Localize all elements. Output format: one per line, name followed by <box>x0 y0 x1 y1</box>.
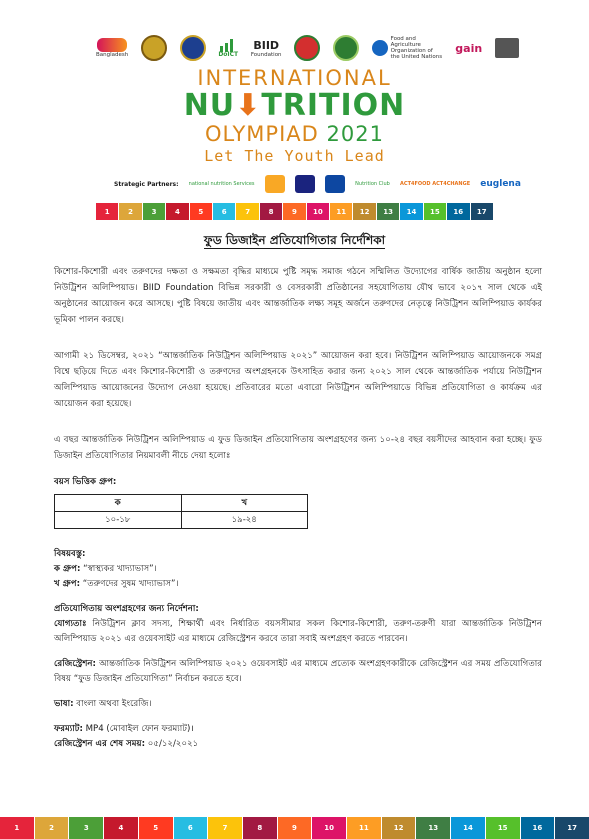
eligibility-text: নিউট্রিশন ক্লাব সদস্য, শিক্ষার্থী এবং নির্ধারিত বয়সসীমার সকল কিশোর-কিশোরী, তরুণ-তরুণী যারা আন্তর্জাতিক নিউট্রিশন অলিম্পিয়াড ২০২১ এর ওয়েবসাইট এর মাধ্যমে রেজিস্ট্রেশন করবে তারা সবাই অংশগ্রহণ করতে পারবেন। <box>54 619 542 644</box>
sdg-tile-4: 4 <box>104 817 138 839</box>
partner-act4food: ACT4FOOD ACT4CHANGE <box>400 181 471 187</box>
sdg-tile-7: 7 <box>236 203 258 220</box>
sdg-tile-15: 15 <box>486 817 520 839</box>
sdg-tile-3: 3 <box>143 203 165 220</box>
deadline-text: ০৫/১২/২০২১ <box>145 739 199 749</box>
sdg-tile-13: 13 <box>377 203 399 220</box>
deadline <box>54 737 542 752</box>
intro-paragraph: কিশোর-কিশোরী এবং তরুণদের দক্ষতা ও সক্ষমতা বৃদ্ধির মাধ্যমে পুষ্টি সমৃদ্ধ সমাজ গঠনে সম্মিলিত উদ্যোগের বার্ষিক জাতীয় অনুষ্ঠান হলো নিউট্রিশন অলিম্পিয়াড। BIID Foundation বিভিন্ন সরকারী ও বেসরকারী প্রতিষ্ঠানের সহযোগিতায় যৌথ ভাবে ২০১৭ সাল থেকে এই অনুষ্ঠানের আয়োজন করে আসছে। পুষ্টি বিষয়ে জাতীয় এবং আন্তর্জাতিক লক্ষ্য সমূহ অর্জনে তরুণদের নেতৃত্বে নিউট্রিশন অলিম্পিয়াড কার্যকর ভূমিকা পালন করছে। <box>54 267 542 325</box>
govt-emblem-2 <box>180 35 206 61</box>
doict-logo-mark <box>219 38 237 52</box>
bangladesh-logo <box>96 38 128 58</box>
eligibility <box>54 617 542 647</box>
sdg-tile-3: 3 <box>69 817 103 839</box>
biid-logo-sub: Foundation <box>250 51 282 58</box>
sdg-tile-17: 17 <box>555 817 589 839</box>
registration <box>54 657 542 687</box>
fao-logo-text: Food and Agriculture Organization of the United Nations <box>390 36 443 60</box>
format-text: MP4 (মোবাইল ফোন ফরম্যাট)। <box>82 724 194 734</box>
partner-logo-row <box>96 28 519 68</box>
sdg-tile-2: 2 <box>119 203 141 220</box>
topic-kh-label: খ গ্রুপ: <box>54 579 81 589</box>
govt-emblem-3 <box>333 35 359 61</box>
tagline: Let The Youth Lead <box>204 147 385 165</box>
doict-logo <box>218 38 238 58</box>
topic-kh <box>54 577 542 592</box>
sdg-tile-4: 4 <box>166 203 188 220</box>
gain-logo: gain <box>455 41 483 55</box>
table-row <box>55 512 308 529</box>
sdg-tile-6: 6 <box>213 203 235 220</box>
sdg-tile-16: 16 <box>521 817 555 839</box>
title-line-3 <box>0 122 589 146</box>
age-group-k-header: ক <box>55 495 182 512</box>
invitation-paragraph: এ বছর আন্তর্জাতিক নিউট্রিশন অলিম্পিয়াড এ ফুড ডিজাইন প্রতিযোগিতায় অংশগ্রহণের জন্য ১০-২৪ বছর বয়সীদের আহবান করা হচ্ছে। ফুড ডিজাইন প্রতিযোগিতার নিয়মাবলী নীচে দেয়া হলোঃ <box>54 435 542 461</box>
sdg-tile-6: 6 <box>174 817 208 839</box>
partner-national-nutrition: national nutrition Services <box>188 181 255 187</box>
sdg-tile-12: 12 <box>382 817 416 839</box>
fao-logo <box>372 36 443 60</box>
format-label: ফরম্যাট: <box>54 724 83 734</box>
age-group-kh-value: ১৯-২৪ <box>181 512 308 529</box>
format <box>54 722 542 737</box>
sdg-tile-10: 10 <box>307 203 329 220</box>
event-title-block <box>0 64 589 165</box>
bangladesh-logo-mark <box>97 38 127 52</box>
portrait-logo <box>495 38 519 58</box>
fao-logo-mark <box>372 40 388 56</box>
sdg-tile-7: 7 <box>208 817 242 839</box>
title-line-2-b: TRITION <box>261 88 406 123</box>
deadline-label: রেজিস্ট্রেশন এর শেষ সময়: <box>54 739 146 749</box>
partner-logo-2 <box>265 175 285 193</box>
topic-kh-value: “তরুণদের সুষম খাদ্যাভাস”। <box>80 579 179 589</box>
sdg-tile-15: 15 <box>424 203 446 220</box>
partner-euglena: euglena <box>480 179 521 189</box>
sdg-tile-11: 11 <box>330 203 352 220</box>
age-group-table <box>54 494 308 529</box>
language <box>54 697 542 712</box>
age-group-k-value: ১০-১৮ <box>55 512 182 529</box>
sdg-tile-1: 1 <box>0 817 34 839</box>
sdg-tile-8: 8 <box>243 817 277 839</box>
language-label: ভাষা: <box>54 699 74 709</box>
biid-logo-text: BIID <box>253 38 280 52</box>
sdg-tile-1: 1 <box>96 203 118 220</box>
sdg-tile-12: 12 <box>353 203 375 220</box>
document-title <box>0 232 589 252</box>
topic-k-label: ক গ্রুপ: <box>54 564 81 574</box>
partner-logo-3 <box>295 175 315 193</box>
registration-label: রেজিস্ট্রেশন: <box>54 659 96 669</box>
title-line-3-text: OLYMPIAD <box>205 122 319 146</box>
govt-emblem-1 <box>141 35 167 61</box>
sdg-tile-2: 2 <box>35 817 69 839</box>
sdg-tile-9: 9 <box>278 817 312 839</box>
sdg-tile-14: 14 <box>451 817 485 839</box>
carrot-icon: ⬇ <box>235 88 262 123</box>
rules-heading: প্রতিযোগিতায় অংশগ্রহণের জন্য নির্দেশনা: <box>54 604 199 614</box>
partner-nutrition-club: Nutrition Club <box>355 181 390 187</box>
age-group-kh-header: খ <box>181 495 308 512</box>
event-paragraph: আগামী ২১ ডিসেম্বর, ২০২১ “আন্তর্জাতিক নিউট্রিশন অলিম্পিয়াড ২০২১” আয়োজন করা হবে। নিউট্রিশন অলিম্পিয়াড আয়োজনকে সমগ্র বিশ্বে ছড়িয়ে দিতে এবং কিশোর-কিশোরী ও তরুণদের অংশগ্রহনকে উৎসাহিত করার জন্য ২০২১ সাল থেকে আন্তর্জাতিক পর্যায়ে নিউট্রিশন অলিম্পিয়াড আয়োজনের উদ্যোগ নেওয়া হয়েছে। প্রতিবারের মতো এবারো নিউট্রিশন অলিম্পিয়াডে বিভিন্ন প্রতিযোগিতা ও কার্যক্রম এর আয়োজন করা হয়েছে। <box>54 351 542 409</box>
sdg-strip-top <box>96 203 493 220</box>
language-text: বাংলা অথবা ইংরেজি। <box>73 699 152 709</box>
topic-k <box>54 562 542 577</box>
sdg-tile-14: 14 <box>400 203 422 220</box>
sdg-tile-16: 16 <box>447 203 469 220</box>
sdg-tile-11: 11 <box>347 817 381 839</box>
document-title-text: ফুড ডিজাইন প্রতিযোগিতার নির্দেশিকা <box>203 233 386 247</box>
title-line-1: INTERNATIONAL <box>197 66 392 90</box>
topic-k-value: “স্বাস্থ্যকর খাদ্যাভাস”। <box>80 564 157 574</box>
sdg-tile-5: 5 <box>139 817 173 839</box>
sdg-tile-9: 9 <box>283 203 305 220</box>
title-line-2-a: NU <box>183 88 236 123</box>
sdg-tile-17: 17 <box>471 203 493 220</box>
partners-label: Strategic Partners: <box>114 180 179 188</box>
doict-logo-text: DoICT <box>218 51 239 58</box>
registration-text: আন্তর্জাতিক নিউট্রিশন অলিম্পিয়াড ২০২১ ওয়েবসাইট এর মাধ্যমে প্রত্যেক অংশগ্রহণকারীকে রেজিস্ট্রেশন এর সময় প্রতিযোগিতার বিষয় “ফুড ডিজাইন প্রতিযোগিতা” নির্বাচন করতে হবে। <box>54 659 542 684</box>
sdg-tile-8: 8 <box>260 203 282 220</box>
table-header-row <box>55 495 308 512</box>
bangladesh-logo-text: Bangladesh <box>96 52 129 58</box>
sdg-strip-bottom <box>0 817 589 839</box>
partner-logo-4 <box>325 175 345 193</box>
eligibility-label: যোগ্যতাঃ <box>54 619 87 629</box>
strategic-partners-row <box>114 170 521 198</box>
title-year: 2021 <box>326 122 384 146</box>
bd-govt-logo <box>294 35 320 61</box>
age-group-heading: বয়স ভিত্তিক গ্রুপ: <box>54 477 117 487</box>
sdg-tile-13: 13 <box>416 817 450 839</box>
title-line-2 <box>0 90 589 122</box>
sdg-tile-10: 10 <box>312 817 346 839</box>
topic-heading: বিষয়বস্তু: <box>54 549 86 559</box>
document-body <box>54 264 542 752</box>
biid-logo <box>251 39 282 58</box>
sdg-tile-5: 5 <box>190 203 212 220</box>
